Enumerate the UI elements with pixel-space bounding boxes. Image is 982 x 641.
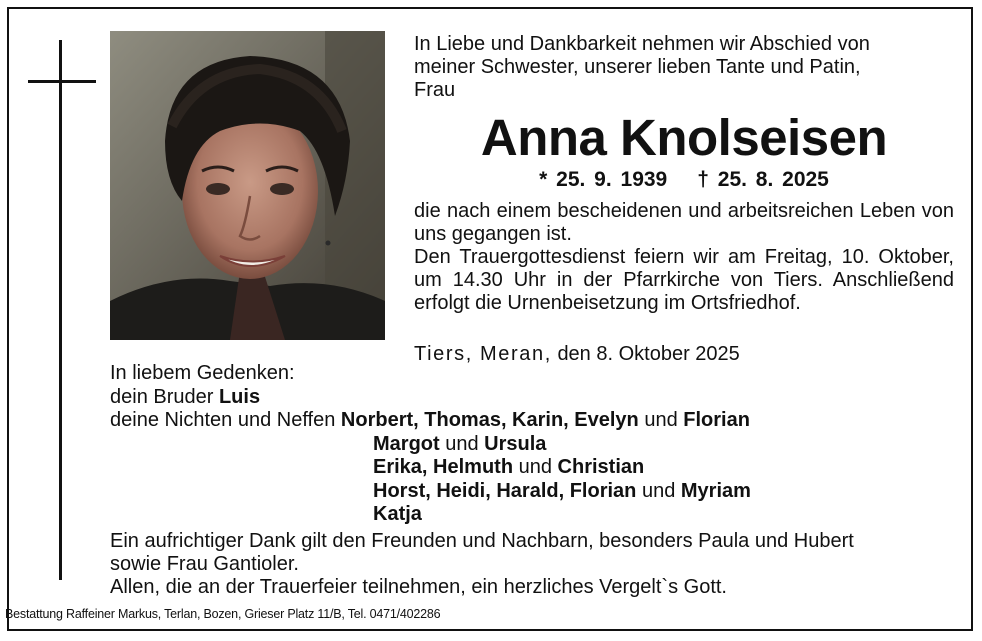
conjunction: und [636,479,681,502]
cross-icon-horizontal [28,80,96,83]
intro-text [414,33,954,102]
death-date: † 25. 8. 2025 [697,168,829,191]
life-dates [414,168,954,192]
mourner-name: Myriam [680,479,751,502]
thanks-line: Allen, die an der Trauerfeier teilnehmen, ein herzliches Vergelt`s Gott. [110,576,727,598]
mourner-relation: dein Bruder [110,385,219,408]
mourner-name: Margot [373,432,440,455]
mourner-relation: deine Nichten und Neffen [110,409,341,431]
announcement-date: den 8. Oktober 2025 [557,343,740,365]
conjunction: und [638,409,684,431]
intro-line: In Liebe und Dankbarkeit nehmen wir Abschied von [414,33,870,55]
mourner-name: Florian [683,409,750,431]
mourner-name: Luis [218,385,261,408]
thanks-line: sowie Frau Gantioler. [110,553,299,575]
funeral-home-footer: Bestattung Raffeiner Markus, Terlan, Bozen, Grieser Platz 11/B, Tel. 0471/402286 [5,607,441,621]
mourner-nephews-row [110,456,960,480]
obituary-body [414,200,954,315]
mourner-nephews-row [110,480,960,504]
portrait-photo [110,31,385,340]
mourners-list [110,362,960,527]
mourners-heading: In liebem Gedenken: [110,362,295,384]
conjunction: und [439,432,485,455]
intro-line: Frau [414,79,456,101]
thanks-text [110,530,960,599]
thanks-line: Ein aufrichtiger Dank gilt den Freunden und Nachbarn, besonders Paula und Hubert [110,530,854,552]
mourner-name: Ursula [484,432,547,455]
mourner-nephews-row [110,409,960,433]
mourner-name: Horst, Heidi, Harald, Florian [373,479,637,502]
birth-date: * 25. 9. 1939 [539,168,668,191]
portrait-illustration [110,31,385,340]
life-description: die nach einem bescheidenen und arbeitsreichen Leben von uns gegangen ist. [414,200,954,245]
deceased-name: Anna Knolseisen [480,109,888,166]
cross-icon-vertical [59,40,62,580]
mourner-nephews-row [110,503,960,527]
mourner-name: Erika, Helmuth [373,456,514,478]
mourner-nephews-row [110,433,960,457]
service-announcement: Den Trauergottesdienst feiern wir am Freitag, 10. Oktober, um 14.30 Uhr in der Pfarrkirche von Tiers. Anschließend erfolgt die Urnenbeisetzung im Ortsfriedhof. [414,246,954,314]
intro-line: meiner Schwester, unserer lieben Tante und Patin, [414,56,861,78]
mourner-name: Norbert, Thomas, Karin, Evelyn [340,409,639,431]
conjunction: und [513,456,558,478]
mourner-name: Katja [373,503,422,525]
mourner-brother [110,386,960,410]
place-names: Tiers, Meran, [414,343,552,365]
mourner-name: Christian [557,456,645,478]
